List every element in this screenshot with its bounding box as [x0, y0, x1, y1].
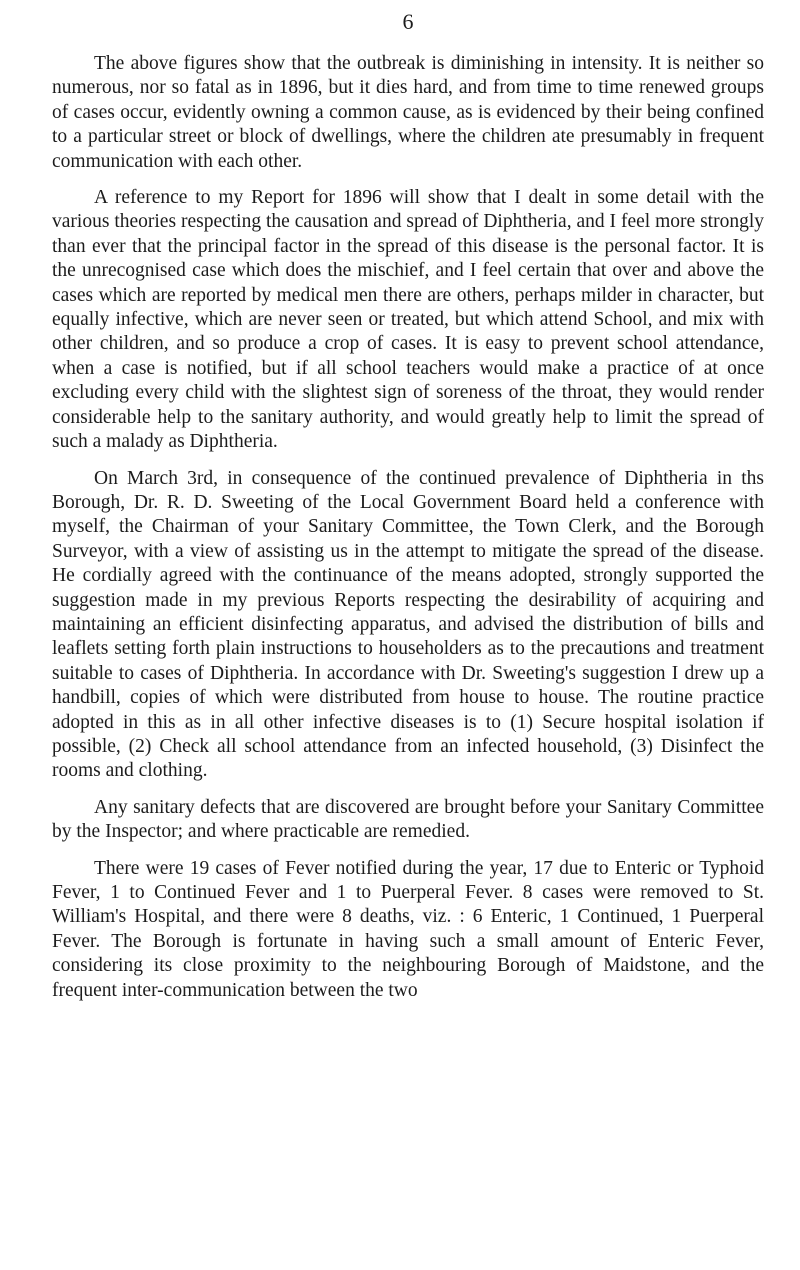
paragraph-outbreak-diminishing: The above figures show that the outbreak is diminishing in intensity. It is neither so numerous, nor so fatal as in 1896, but it dies hard, and from time to time renewed groups of cases occur, evidently owning a common cause, as is evidenced by their being confined to a particular street or block of dwellings, where the children ate presumably in frequent communication with each other.: [52, 53, 764, 172]
paragraph-fever-cases: There were 19 cases of Fever notified during the year, 17 due to Enteric or Typhoid Fever, 1 to Continued Fever and 1 to Puerperal Fever. 8 cases were removed to St. William's Hospital, and there were 8 deaths, viz. : 6 Enteric, 1 Continued, 1 Puerperal Fever. The Borough is fortunate in having such a small amount of Enteric Fever, considering its close proximity to the neighbouring Borough of Maidstone, and the frequent inter-communication between the two: [52, 857, 764, 1001]
body-text: [52, 52, 764, 1015]
paragraph-sanitary-defects: Any sanitary defects that are discovered are brought before your Sanitary Committee by the Inspector; and where practicable are remedied.: [52, 796, 764, 843]
paragraph-personal-factor: A reference to my Report for 1896 will show that I dealt in some detail with the various theories respecting the causation and spread of Diphtheria, and I feel more strongly than ever that the principal factor in the spread of this disease is the personal factor. It is the unrecognised case which does the mischief, and I feel certain that over and above the cases which are reported by medical men there are others, perhaps milder in character, but equally infective, which are never seen or treated, but which attend School, and mix with other children, and so produce a crop of cases. It is easy to prevent school attendance, when a case is notified, but if all school teachers would make a practice of at once excluding every child with the slightest sign of soreness of the throat, they would render considerable help to the sanitary authority, and would greatly help to limit the spread of such a malady as Diphtheria.: [52, 187, 764, 453]
document-page: [52, 0, 764, 1270]
page-number: 6: [402, 9, 414, 34]
paragraph-conference-sweeting: On March 3rd, in consequence of the continued prevalence of Diphtheria in ths Borough, Dr. R. D. Sweeting of the Local Government Board held a conference with myself, the Chairman of your Sanitary Committee, the Town Clerk, and the Borough Surveyor, with a view of assisting us in the attempt to mitigate the spread of the disease. He cordially agreed with the continuance of the means adopted, strongly supported the suggestion made in my previous Reports respecting the desirability of acquiring and maintaining an efficient disinfecting apparatus, and advised the distribution of bills and leaflets setting forth plain instructions to householders as to the precautions and treatment suitable to cases of Diphtheria. In accordance with Dr. Sweeting's suggestion I drew up a handbill, copies of which were distributed from house to house. The routine practice adopted in this as in all other infective diseases is to (1) Secure hospital isolation if possible, (2) Check all school attendance from an infected household, (3) Disinfect the rooms and clothing.: [52, 467, 764, 782]
